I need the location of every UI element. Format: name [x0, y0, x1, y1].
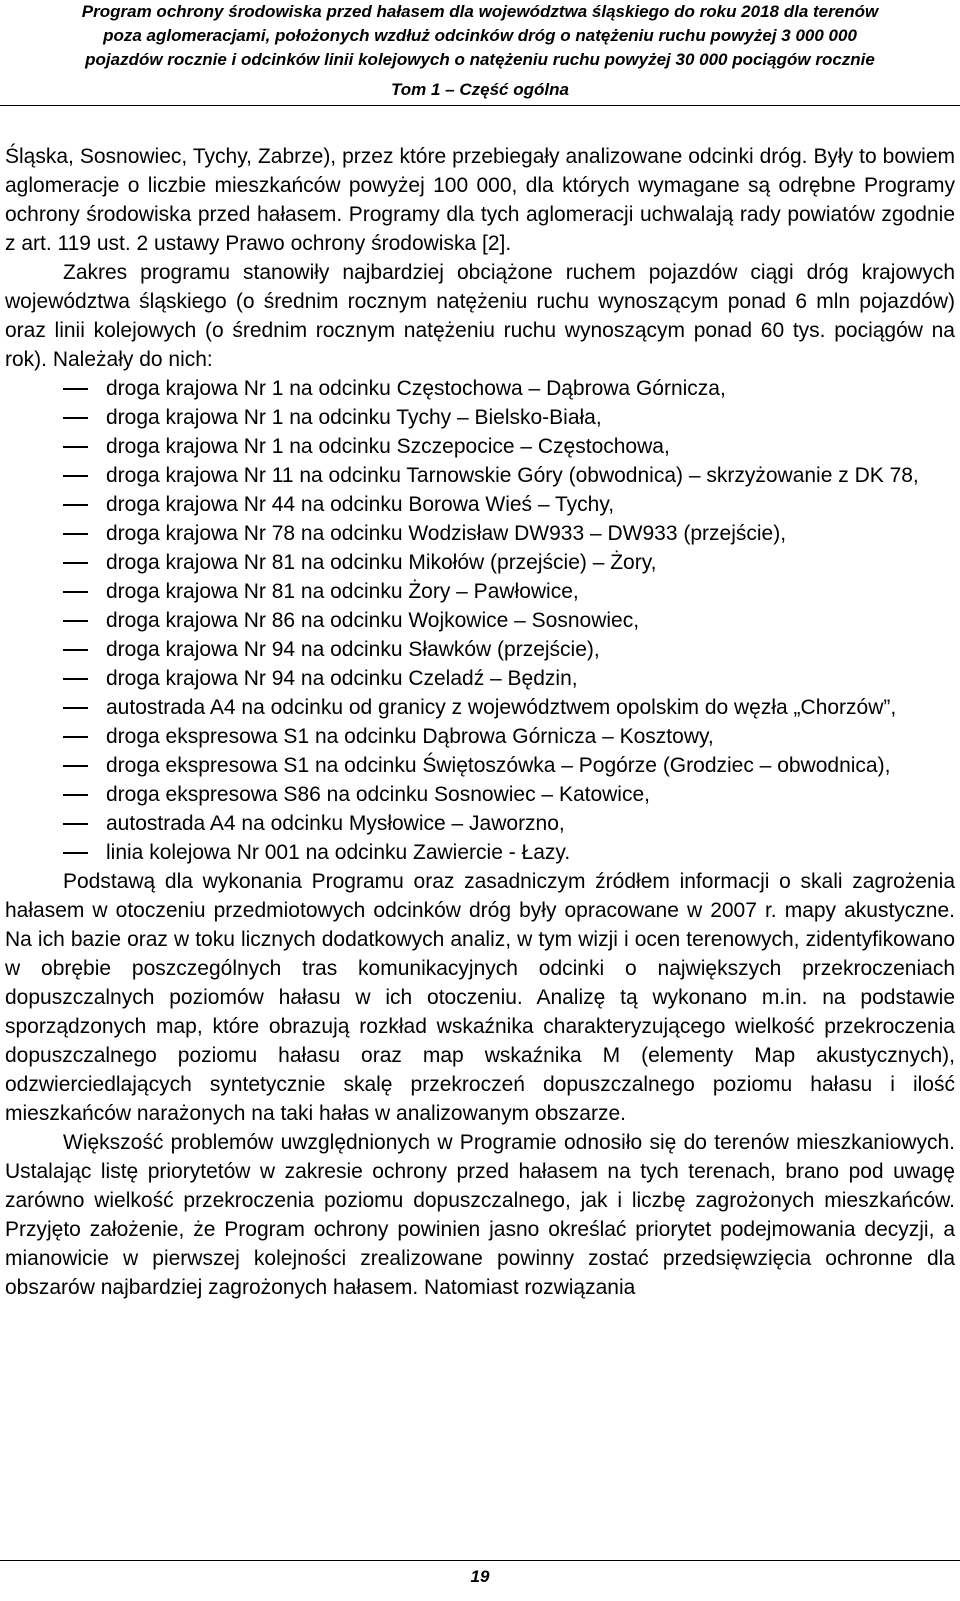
- dash-bullet-icon: [63, 417, 88, 419]
- list-item-text: droga krajowa Nr 1 na odcinku Częstochowa – Dąbrowa Górnicza,: [106, 377, 726, 400]
- list-item-text: droga krajowa Nr 94 na odcinku Sławków (przejście),: [106, 638, 600, 661]
- paragraph-zakres-programu: Zakres programu stanowiły najbardziej obciążone ruchem pojazdów ciągi dróg krajowych województwa śląskiego (o średnim rocznym natężeniu ruchu wynoszącym ponad 6 mln pojazdów) oraz linii kolejowych (o średnim rocznym natężeniu ruchu wynoszącym ponad 60 tys. pociągów na rok). Należały do nich:: [5, 261, 955, 371]
- dash-bullet-icon: [63, 388, 88, 390]
- list-item-text: droga ekspresowa S86 na odcinku Sosnowiec – Katowice,: [106, 783, 650, 806]
- header-title-line-1: Program ochrony środowiska przed hałasem dla województwa śląskiego do roku 2018 dla terenów: [81, 2, 879, 21]
- list-item-text: droga krajowa Nr 44 na odcinku Borowa Wieś – Tychy,: [106, 493, 615, 516]
- dash-bullet-icon: [63, 591, 88, 593]
- list-item-text: autostrada A4 na odcinku od granicy z województwem opolskim do węzła „Chorzów”,: [106, 696, 897, 719]
- list-item-text: droga krajowa Nr 94 na odcinku Czeladź – Będzin,: [106, 667, 578, 690]
- dash-bullet-icon: [63, 475, 88, 477]
- dash-bullet-icon: [63, 765, 88, 767]
- list-item-text: linia kolejowa Nr 001 na odcinku Zawiercie - Łazy.: [106, 841, 571, 864]
- list-item: [5, 374, 955, 403]
- dash-bullet-icon: [63, 852, 88, 854]
- list-item: [5, 751, 955, 780]
- paragraph-priorytety: Większość problemów uwzględnionych w Programie odnosiło się do terenów mieszkaniowych. Ustalając listę priorytetów w zakresie ochrony przed hałasem na tych terenach, brano pod uwagę zarówno wielkość przekroczenia poziomu dopuszczalnego, jak i liczbę zagrożonych mieszkańców. Przyjęto założenie, że Program ochrony powinien jasno określać priorytet podejmowania decyzji, a mianowicie w pierwszej kolejności zrealizowane powinny zostać przedsięwzięcia ochronne dla obszarów najbardziej zagrożonych hałasem. Natomiast rozwiązania: [5, 1131, 955, 1299]
- dash-bullet-icon: [63, 649, 88, 651]
- paragraph-podstawa: Podstawą dla wykonania Programu oraz zasadniczym źródłem informacji o skali zagrożenia hałasem w otoczeniu przedmiotowych odcinków dróg były opracowane w 2007 r. mapy akustyczne. Na ich bazie oraz w toku licznych dodatkowych analiz, w tym wizji i ocen terenowych, zidentyfikowano w obrębie poszczególnych tras komunikacyjnych odcinki o największych przekroczeniach dopuszczalnych poziomów hałasu w ich otoczeniu. Analizę tą wykonano m.in. na podstawie sporządzonych map, które obrazują rozkład wskaźnika charakteryzującego wielkość przekroczenia dopuszczalnego poziomu hałasu oraz map wskaźnika M (elementy Map akustycznych), odzwierciedlających syntetycznie skalę przekroczeń dopuszczalnego poziomu hałasu i ilość mieszkańców narażonych na taki hałas w analizowanym obszarze.: [5, 870, 955, 1125]
- list-item: [5, 780, 955, 809]
- list-item-text: droga krajowa Nr 81 na odcinku Żory – Pawłowice,: [106, 580, 579, 603]
- list-item-text: droga krajowa Nr 81 na odcinku Mikołów (przejście) – Żory,: [106, 551, 657, 574]
- list-item: [5, 693, 955, 722]
- route-list: [5, 374, 955, 867]
- dash-bullet-icon: [63, 678, 88, 680]
- list-item-text: autostrada A4 na odcinku Mysłowice – Jaworzno,: [106, 812, 565, 835]
- list-item-text: droga krajowa Nr 86 na odcinku Wojkowice – Sosnowiec,: [106, 609, 640, 632]
- dash-bullet-icon: [63, 562, 88, 564]
- list-item: [5, 403, 955, 432]
- list-item: [5, 490, 955, 519]
- list-item-text: droga ekspresowa S1 na odcinku Dąbrowa Górnicza – Kosztowy,: [106, 725, 714, 748]
- dash-bullet-icon: [63, 504, 88, 506]
- page-number: 19: [470, 1567, 490, 1586]
- dash-bullet-icon: [63, 446, 88, 448]
- header-title-line-2: poza aglomeracjami, położonych wzdłuż odcinków dróg o natężeniu ruchu powyżej 3 000 000: [103, 26, 857, 45]
- list-item-text: droga krajowa Nr 1 na odcinku Szczepocice – Częstochowa,: [106, 435, 670, 458]
- list-item: [5, 606, 955, 635]
- header-divider: [0, 105, 960, 106]
- document-body: [5, 142, 955, 1302]
- dash-bullet-icon: [63, 533, 88, 535]
- list-item: [5, 432, 955, 461]
- dash-bullet-icon: [63, 620, 88, 622]
- dash-bullet-icon: [63, 823, 88, 825]
- list-item-text: droga krajowa Nr 1 na odcinku Tychy – Bielsko-Biała,: [106, 406, 602, 429]
- list-item-text: droga krajowa Nr 11 na odcinku Tarnowskie Góry (obwodnica) – skrzyżowanie z DK 78,: [106, 464, 919, 487]
- list-item: [5, 722, 955, 751]
- list-item-text: droga ekspresowa S1 na odcinku Świętoszówka – Pogórze (Grodziec – obwodnica),: [106, 754, 891, 777]
- list-item-text: droga krajowa Nr 78 na odcinku Wodzisław DW933 – DW933 (przejście),: [106, 522, 787, 545]
- list-item: [5, 664, 955, 693]
- list-item: [5, 809, 955, 838]
- header-title-line-3: pojazdów rocznie i odcinków linii kolejowych o natężeniu ruchu powyżej 30 000 pociągów rocznie: [85, 50, 875, 69]
- list-item: [5, 577, 955, 606]
- dash-bullet-icon: [63, 736, 88, 738]
- list-item: [5, 548, 955, 577]
- list-item: [5, 461, 955, 490]
- header-volume: Tom 1 – Część ogólna: [391, 80, 569, 99]
- paragraph-aglomeracje: Śląska, Sosnowiec, Tychy, Zabrze), przez które przebiegały analizowane odcinki dróg. Były to bowiem aglomeracje o liczbie mieszkańców powyżej 100 000, dla których wymagane są odrębne Programy ochrony środowiska przed hałasem. Programy dla tych aglomeracji uchwalają rady powiatów zgodnie z art. 119 ust. 2 ustawy Prawo ochrony środowiska [2].: [5, 145, 955, 255]
- footer-divider: [0, 1560, 960, 1561]
- list-item: [5, 519, 955, 548]
- dash-bullet-icon: [63, 707, 88, 709]
- dash-bullet-icon: [63, 794, 88, 796]
- list-item: [5, 838, 955, 867]
- page-header: [0, 0, 960, 102]
- list-item: [5, 635, 955, 664]
